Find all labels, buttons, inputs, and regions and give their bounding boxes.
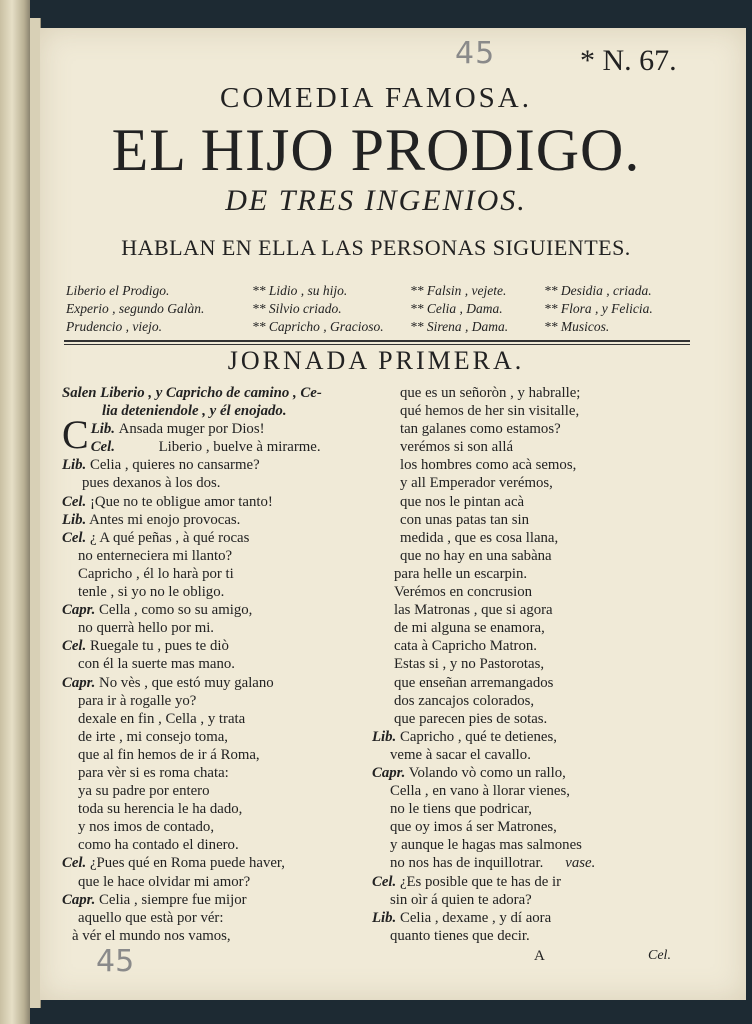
verse-text: Celia , siempre fue mijor [99,891,247,908]
verse-line [62,456,352,474]
verse-text: veme à sacar el cavallo. [390,746,531,763]
verse-text: y nos imos de contado, [78,819,215,836]
exit-direction: vase. [565,855,596,872]
speaker-label: Lib. [62,457,87,474]
play-title: EL HIJO PRODIGO. [111,117,641,183]
verse-text: con él la suerte mas mano. [78,656,235,673]
verse-text: no le tiens que podricar, [390,801,532,818]
cast-list [66,282,706,336]
verse-line [372,674,704,692]
verse-line [372,818,704,836]
cast-entry: Liberio el Prodigo. [66,283,170,298]
verse-line [372,547,704,565]
cast-heading: HABLAN EN ELLA LAS PERSONAS SIGUIENTES. [121,235,631,260]
verse-text: los hombres como acà semos, [400,457,577,474]
verse-line [372,764,704,782]
verse-text: que no hay en una sabàna [400,547,552,564]
verse-line [62,818,352,836]
verse-text: pues dexanos à los dos. [82,475,221,492]
verse-column-right [372,384,704,945]
verse-text: ¿Es posible que te has de ir [399,873,562,890]
verse-line [372,601,704,619]
speaker-label: Lib. [372,728,397,745]
handwritten-page-number: 45 [96,944,135,979]
verse-line [62,674,352,692]
verse-line [62,764,352,782]
verse-text: que parecen pies de sotas. [394,710,548,727]
play-number: * N. 67. [580,44,677,77]
cast-entry: ** Silvio criado. [252,301,342,316]
speaker-label: Capr. [62,602,96,619]
verse-text: tenle , si yo no le obligo. [78,584,225,601]
verse-text: dexale en fin , Cella , y trata [78,710,246,727]
speaker-label: Cel. [62,855,87,872]
verse-line [372,438,704,456]
verse-text: cata à Capricho Matron. [394,638,537,655]
verse-text: que enseñan arremangados [394,674,554,691]
cast-entry: Prudencio , viejo. [66,319,162,334]
verse-text: con unas patas tan sin [400,511,530,528]
verse-text: que es un señoròn , y habralle; [400,385,581,401]
verse-line [62,619,352,637]
cast-row [66,318,706,336]
speaker-label: Lib. [62,511,87,528]
verse-line [62,927,352,945]
verse-line [372,637,704,655]
play-subtitle: DE TRES INGENIOS. [225,184,527,217]
verse-line [62,438,352,456]
verse-line [62,873,352,891]
verse-text: Antes mi enojo provocas. [89,511,241,528]
verse-line [372,692,704,710]
verse-line [372,565,704,583]
verse-line [372,836,704,854]
speaker-label: Lib. [372,909,397,926]
verse-text: y aunque le hagas mas salmones [390,837,582,854]
cast-entry: ** Desidia , criada. [544,283,652,298]
verse-line [62,493,352,511]
verse-line [62,565,352,583]
verse-text: tan galanes como estamos? [400,421,561,438]
verse-line [62,854,352,872]
verse-text: qué hemos de her sin visitalle, [400,403,580,420]
verse-text: sin oìr á quien te adora? [390,891,532,908]
verse-line [372,493,704,511]
verse-text: Liberio , buelve à mirarme. [158,439,321,456]
verse-line [372,529,704,547]
verse-text: à vér el mundo nos vamos, [72,927,231,944]
verse-text: Capricho , qué te detienes, [399,728,557,745]
cast-entry: ** Sirena , Dama. [410,319,509,334]
verse-text: ya su padre por entero [78,783,210,800]
verse-text: aquello que està por vér: [78,909,224,926]
verse-line [372,782,704,800]
verse-line [372,583,704,601]
verse-text: No vès , que estó muy galano [99,674,274,691]
cast-row [66,300,706,318]
cast-entry: ** Falsin , vejete. [410,283,507,298]
verse-text: que oy imos á ser Matrones, [390,819,557,836]
verse-line [62,601,352,619]
verse-text: Capricho , él lo harà por ti [78,565,234,582]
verse-text: Ruegale tu , pues te diò [89,638,229,655]
verse-text: y all Emperador verémos, [400,475,553,492]
verse-text: quanto tienes que decir. [390,927,530,944]
verse-text: Volando vò como un rallo, [408,764,566,781]
verse-line [62,583,352,601]
verse-text: Celia , dexame , y dí aora [399,909,552,926]
verse-line [372,873,704,891]
kicker-heading: COMEDIA FAMOSA. [220,82,532,114]
verse-line [62,655,352,673]
verse-text: para ir à rogalle yo? [78,692,197,709]
verse-text: no enterneciera mi llanto? [78,547,233,564]
verse-line [372,891,704,909]
verse-line [372,384,704,402]
verse-line [372,456,704,474]
verse-text: que al fin hemos de ir á Roma, [78,746,260,763]
verse-line [62,891,352,909]
verse-line [372,511,704,529]
verse-text: que nos le pintan acà [400,493,525,510]
divider-thick [64,340,690,342]
verse-line [62,746,352,764]
stage-direction: Salen Liberio , y Capricho de camino , Ce- [62,385,322,401]
verse-text: Estas si , y no Pastorotas, [394,656,545,673]
verse-line [372,800,704,818]
verse-text: de irte , mi consejo toma, [78,728,228,745]
verse-text: de mi alguna se enamora, [394,620,545,637]
verse-text: Verémos en concrusion [394,584,533,601]
verse-line [372,655,704,673]
speaker-label: Cel. [62,638,87,655]
verse-text: dos zancajos colorados, [394,692,535,709]
verse-line [372,474,704,492]
verse-line [372,710,704,728]
verse-line [62,728,352,746]
verse-line [62,529,352,547]
handwritten-folio-number: 45 [455,36,496,71]
cast-entry: ** Lidio , su hijo. [252,283,348,298]
cast-entry: ** Flora , y Felicia. [544,301,653,316]
verse-text: Celia , quieres no cansarme? [89,457,260,474]
verse-column-left [62,384,352,945]
catchword: Cel. [648,948,671,963]
verse-line [62,710,352,728]
verse-line [62,384,352,402]
verse-line [62,402,352,420]
verse-text: medida , que es cosa llana, [400,529,559,546]
speaker-label: Cel. [90,439,115,456]
speaker-label: Capr. [62,674,96,691]
verse-text: Cella , en vano à llorar vienes, [390,783,570,800]
signature-mark: A [534,948,545,964]
verse-line [62,692,352,710]
verse-line [62,909,352,927]
verse-line [62,511,352,529]
verse-line [62,637,352,655]
verse-line [372,420,704,438]
cast-entry: ** Capricho , Gracioso. [252,319,384,334]
verse-line [372,746,704,764]
cast-entry: ** Musicos. [544,319,610,334]
verse-text: Ansada muger por Dios! [118,421,265,438]
speaker-label: Capr. [372,764,406,781]
speaker-label: Lib. [90,421,115,438]
verse-text: para vèr si es roma chata: [78,764,229,781]
speaker-label: Cel. [62,529,87,546]
stage-direction: lia deteniendole , y él enojado. [102,403,287,420]
verse-text: que le hace olvidar mi amor? [78,873,251,890]
verse-text: Cella , como so su amigo, [99,602,253,619]
verse-line [372,619,704,637]
divider-thin [64,344,690,345]
verse-line [62,474,352,492]
act-title: JORNADA PRIMERA. [227,346,525,375]
speaker-label: Capr. [62,891,96,908]
verse-text: ¿ A qué peñas , à qué rocas [89,529,250,546]
verse-line [372,909,704,927]
verse-text: no querrà hello por mi. [78,620,215,637]
verse-text: como ha contado el dinero. [78,837,239,854]
cast-entry: Experio , segundo Galàn. [66,301,205,316]
verse-text: verémos si son allá [400,439,514,456]
verse-line [372,854,704,872]
cast-row [66,282,706,300]
verse-line [62,547,352,565]
speaker-label: Cel. [372,873,397,890]
verse-text: toda su herencia le ha dado, [78,801,243,818]
speaker-label: Cel. [62,493,87,510]
verse-text: ¿Pues qué en Roma puede haver, [89,855,285,872]
verse-line [62,836,352,854]
verse-line [372,402,704,420]
verse-line [62,782,352,800]
drop-capital: C [62,412,89,458]
verse-line [372,728,704,746]
cast-entry: ** Celia , Dama. [410,301,503,316]
verse-line [62,800,352,818]
verse-text: ¡Que no te obligue amor tanto! [89,493,273,510]
verse-line [372,927,704,945]
verse-text: las Matronas , que si agora [394,602,553,619]
verse-text: no nos has de inquillotrar. [390,855,544,872]
verse-text: para helle un escarpin. [394,565,528,582]
